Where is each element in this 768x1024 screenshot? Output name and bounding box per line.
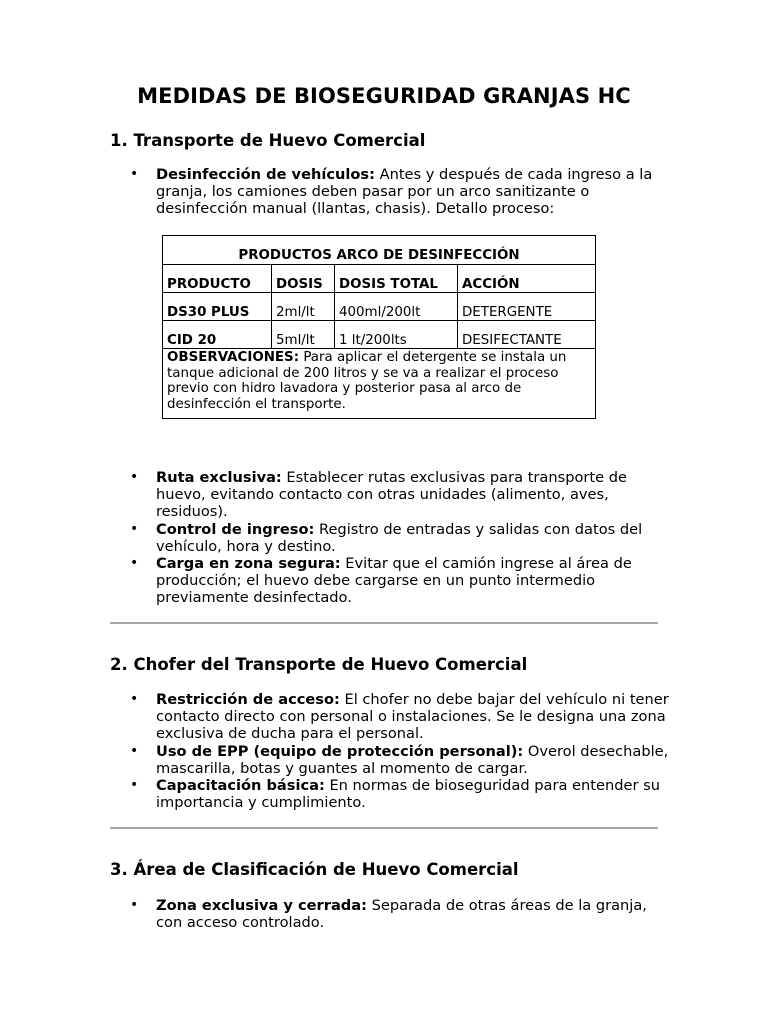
- section-heading-classification: 3. Área de Clasificación de Huevo Comercial: [110, 860, 519, 879]
- list-item: [110, 521, 670, 555]
- item-text: Establecer rutas exclusivas para transporte de huevo, evitando contacto con otras unidades (alimento, aves, residuos).: [156, 469, 627, 521]
- item-text: Antes y después de cada ingreso a la granja, los camiones deben pasar por un arco sanitizante o desinfección manual (llantas, chasis). Detallo proceso:: [156, 166, 653, 218]
- item-label: Restricción de acceso:: [156, 691, 340, 708]
- column-header: DOSIS: [272, 265, 335, 293]
- item-text: Registro de entradas y salidas con datos del vehículo, hora y destino.: [156, 520, 643, 555]
- list-item: [110, 166, 670, 218]
- item-label: Carga en zona segura:: [156, 555, 341, 573]
- list-item: [110, 555, 670, 607]
- table-cell: 5ml/lt: [272, 321, 335, 349]
- item-label: Zona exclusiva y cerrada:: [156, 897, 367, 914]
- table-row: [163, 321, 596, 349]
- list-item: [110, 691, 670, 743]
- column-header: ACCIÓN: [458, 265, 596, 293]
- item-label: Ruta exclusiva:: [156, 469, 282, 486]
- item-label: Capacitación básica:: [156, 777, 325, 795]
- observations-cell: [163, 349, 596, 419]
- column-header: DOSIS TOTAL: [335, 265, 458, 293]
- item-label: Desinfección de vehículos:: [156, 166, 375, 183]
- observations-text: Para aplicar el detergente se instala un tanque adicional de 200 litros y se va a realizar el proceso previo con hidro lavadora y posterior pasa al arco de desinfección el transporte.: [167, 350, 567, 412]
- table-cell: DETERGENTE: [458, 293, 596, 321]
- section-divider: [110, 622, 658, 624]
- disinfection-products-table: [162, 235, 596, 419]
- table-cell: DESIFECTANTE: [458, 321, 596, 349]
- section-3-list: [110, 897, 670, 931]
- item-text: Separada de otras áreas de la granja, con acceso controlado.: [156, 897, 647, 932]
- list-item: [110, 743, 670, 777]
- table-row: [163, 293, 596, 321]
- item-label: Control de ingreso:: [156, 520, 315, 538]
- observations-label: OBSERVACIONES:: [167, 350, 300, 365]
- item-text: Overol desechable, mascarilla, botas y guantes al momento de cargar.: [156, 742, 669, 777]
- table-cell: 400ml/200lt: [335, 293, 458, 321]
- table-cell: 1 lt/200lts: [335, 321, 458, 349]
- item-label: Uso de EPP (equipo de protección personal):: [156, 742, 524, 760]
- table-title: PRODUCTOS ARCO DE DESINFECCIÓN: [163, 236, 596, 265]
- section-heading-transport: 1. Transporte de Huevo Comercial: [110, 131, 426, 150]
- document-title: MEDIDAS DE BIOSEGURIDAD GRANJAS HC: [137, 84, 631, 108]
- section-1-intro-list: [110, 166, 670, 218]
- section-divider: [110, 827, 658, 829]
- item-text: Evitar que el camión ingrese al área de producción; el huevo debe cargarse en un punto intermedio previamente desinfectado.: [156, 555, 632, 607]
- table-cell: DS30 PLUS: [163, 293, 272, 321]
- table-cell: 2ml/lt: [272, 293, 335, 321]
- table-header-row: [163, 265, 596, 293]
- table-cell: CID 20: [163, 321, 272, 349]
- section-heading-driver: 2. Chofer del Transporte de Huevo Comercial: [110, 655, 528, 674]
- section-1-list: [110, 469, 670, 607]
- item-text: El chofer no debe bajar del vehículo ni tener contacto directo con personal o instalaciones. Se le designa una zona exclusiva de ducha para el personal.: [156, 691, 669, 743]
- section-2-list: [110, 691, 670, 811]
- item-text: En normas de bioseguridad para entender su importancia y cumplimiento.: [156, 777, 660, 812]
- table-observations-row: [163, 349, 596, 419]
- column-header: PRODUCTO: [163, 265, 272, 293]
- list-item: [110, 897, 670, 931]
- list-item: [110, 469, 670, 521]
- list-item: [110, 777, 670, 811]
